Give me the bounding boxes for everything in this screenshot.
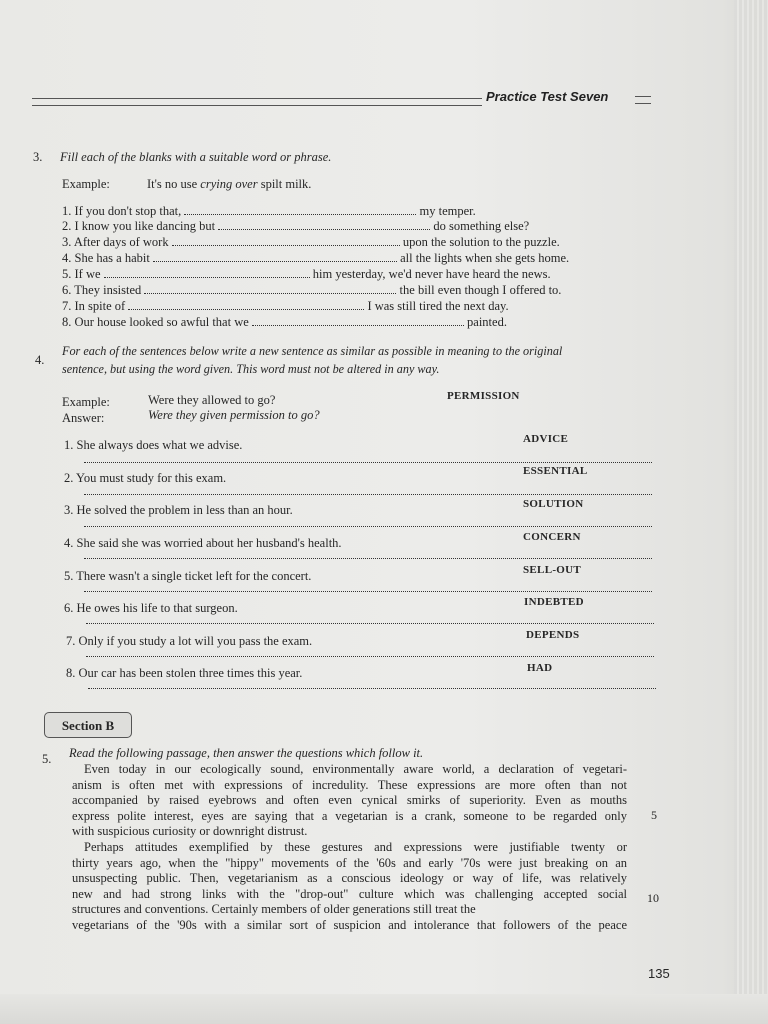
q3-item-prompt: She has a habit [74,251,150,265]
q4-example-label: Example: [62,395,110,409]
q4-item-sentence: Only if you study a lot will you pass the exam. [78,634,313,648]
q3-blank[interactable] [252,316,464,326]
page-edge-shadow [734,0,768,1024]
q3-example-post: spilt milk. [260,177,312,191]
q4-item-sentence: She said she was worried about her husband's health. [76,536,342,550]
q3-blank[interactable] [144,284,396,294]
q3-blank[interactable] [128,300,364,310]
q4-answer-text: Were they given permission to go? [148,408,320,422]
passage-line: express polite interest, eyes are saying that a vegetarian is a crank, someone to be regarded only [72,808,627,823]
q3-blank[interactable] [153,252,397,262]
q5-number: 5. [42,752,52,766]
q4-item-sentence: Our car has been stolen three times this year. [78,666,303,680]
passage-line: new and had strong links with the "drop-out" culture which was challenging accepted social [72,886,627,901]
q4-item-number: 6. [64,601,74,615]
reading-passage [72,762,627,934]
q3-item-prompt: I know you like dancing but [74,219,216,233]
q3-example-pre: It's no use [147,177,198,191]
q3-item [62,315,507,330]
q3-item [62,267,551,282]
q4-item-sentence: He solved the problem in less than an hour. [76,503,293,517]
q4-item-sentence: She always does what we advise. [76,438,243,452]
passage-line: thirty years ago, when the "hippy" movements of the '60s and early '70s were just breaking on an [72,855,627,870]
q4-instruction-line1: For each of the sentences below write a new sentence as similar as possible in meaning to the original [62,344,563,358]
q3-blank[interactable] [218,220,430,230]
passage-line: structures and conventions. Certainly members of older generations still treat the [72,902,476,917]
q3-blank[interactable] [104,268,310,278]
q4-answer-line[interactable] [86,656,654,657]
q3-item-number: 5. [62,267,72,281]
q3-example-label: Example: [62,177,110,191]
q4-answer-line[interactable] [84,494,652,495]
q4-answer-line[interactable] [84,526,652,527]
q3-item [62,251,569,266]
header-rule [32,98,482,106]
q3-item-number: 4. [62,251,72,265]
q3-number: 3. [33,150,43,164]
q4-item [64,438,242,453]
passage-line: unsuspecting public. Then, vegetarianism as a conscious ideology or way of life, was relatively [72,871,627,886]
passage-line: anism is often met with expressions of incredulity. These expressions are more often than not [72,777,627,792]
q3-item-ending: him yesterday, we'd never have heard the news. [312,267,551,281]
passage-line: Even today in our ecologically sound, environmentally aware world, a declaration of vegetari- [84,762,627,776]
line-number-margin: 10 [647,891,659,905]
q4-key-word: HAD [527,662,553,674]
q3-item [62,299,509,314]
q4-answer-label: Answer: [62,411,105,425]
q3-item-ending: painted. [467,315,507,329]
q4-item-number: 4. [64,536,74,550]
q4-item [64,536,342,551]
q3-item [62,283,561,298]
q4-item-sentence: There wasn't a single ticket left for the concert. [76,569,312,583]
passage-line: with suspicious curiosity or downright distrust. [72,824,308,839]
running-header-title: Practice Test Seven [486,89,609,104]
q4-answer-line[interactable] [88,688,656,689]
section-b-heading: Section B [44,712,132,738]
q3-item-number: 7. [62,299,72,313]
q3-blank[interactable] [184,205,416,215]
q3-item-prompt: After days of work [73,235,169,249]
q3-item-number: 1. [62,204,72,218]
header-rule-tail [635,96,651,104]
q4-item-number: 5. [64,569,74,583]
q3-item-ending: do something else? [433,219,530,233]
q3-item-number: 8. [62,315,72,329]
passage-line: Perhaps attitudes exemplified by these gestures and expressions were justifiable twenty or [84,839,627,854]
q3-item [62,219,529,234]
q3-item-number: 2. [62,219,72,233]
q3-item-ending: I was still tired the next day. [367,299,509,313]
q4-item-sentence: He owes his life to that surgeon. [76,601,238,615]
q4-item-number: 7. [66,634,76,648]
q4-number: 4. [35,353,45,367]
q4-item [64,569,311,584]
q4-answer-line[interactable] [84,591,652,592]
q3-item-ending: the bill even though I offered to. [399,283,562,297]
q3-example-answer: crying over [200,177,258,191]
q3-item-number: 3. [62,235,72,249]
q3-item-prompt: Our house looked so awful that we [74,315,249,329]
q4-key-word: INDEBTED [524,596,584,608]
q4-example-sentence: Were they allowed to go? [148,393,276,407]
q4-key-word: SELL-OUT [523,564,582,576]
q4-instruction-line2: sentence, but using the word given. This word must not be altered in any way. [62,362,440,376]
q4-key-word: CONCERN [523,531,581,543]
q3-example [147,177,311,192]
q4-answer-line[interactable] [84,462,652,463]
q4-item [66,634,312,649]
q3-item-ending: upon the solution to the puzzle. [402,235,560,249]
q4-key-word: SOLUTION [523,498,584,510]
q4-answer-line[interactable] [86,623,654,624]
q4-item-number: 2. [64,471,74,485]
q3-item [62,235,560,250]
q4-key-word: DEPENDS [526,629,580,641]
q4-item [66,666,302,681]
q3-item-prompt: If we [74,267,101,281]
line-number-margin: 5 [651,808,657,822]
q4-answer-line[interactable] [84,558,652,559]
q3-item-prompt: They insisted [74,283,142,297]
q4-item [64,601,238,616]
q4-item-number: 1. [64,438,74,452]
q4-item-number: 3. [64,503,74,517]
q3-item [62,204,476,219]
q4-example-word: PERMISSION [447,390,520,402]
q3-item-ending: my temper. [419,204,476,218]
passage-line: accompanied by raised eyebrows and often even cynical smirks of superiority. Even as mouths [72,793,627,808]
q3-instruction: Fill each of the blanks with a suitable word or phrase. [60,150,332,164]
q3-item-prompt: In spite of [74,299,126,313]
q4-key-word: ESSENTIAL [523,465,588,477]
q3-item-ending: all the lights when she gets home. [400,251,570,265]
page-number: 135 [648,966,670,981]
page-bottom-edge [0,994,768,1024]
q5-instruction: Read the following passage, then answer the questions which follow it. [69,746,424,760]
passage-line: vegetarians of the '90s with a similar sort of suspicion and intolerance that followers of the peace [72,917,627,932]
q3-blank[interactable] [172,236,400,246]
q4-item-number: 8. [66,666,76,680]
q4-item-sentence: You must study for this exam. [76,471,227,485]
q4-item [64,503,293,518]
q4-key-word: ADVICE [523,433,569,445]
q3-item-number: 6. [62,283,72,297]
q4-item [64,471,226,486]
q3-item-prompt: If you don't stop that, [74,204,182,218]
